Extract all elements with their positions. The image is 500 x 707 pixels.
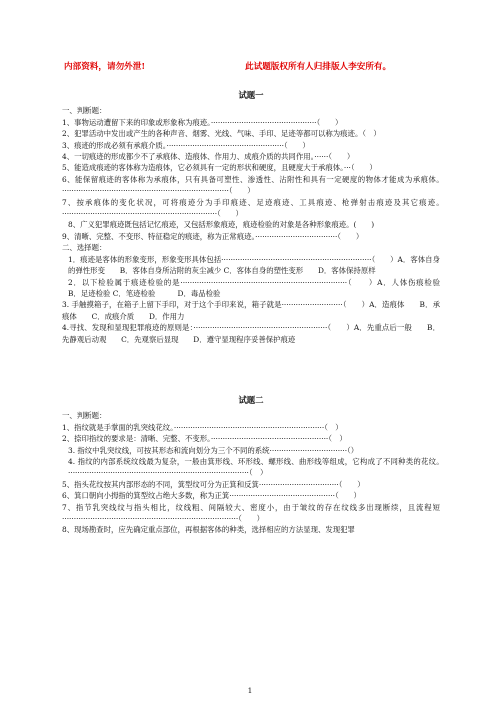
judge-question: 6、能保留痕迹的客体称为承痕体，只有具备可塑性、渗透性、沾附性和具有一定硬度的物体才能成为承痕体。·······································································（ ） bbox=[62, 174, 440, 196]
choice-question: 4.寻找、发现和显现犯罪痕迹的原则是：·························································（ ）A．先重点后一般 B．先静观后动观 C．先观察后显现 D．遵守显现程序妥善保护痕迹 bbox=[62, 323, 440, 344]
choice-question: 3. 手触摸箱子，在箱子上留下手印，对于这个手印来说，箱子就是··························（ ）A．造痕体 B．承痕体 C．成痕介质 D．作用力 bbox=[62, 300, 440, 321]
choice-question: 2．以下检验属于痕迹检验的是·······································································（ ）A．人体伤痕检验 B．足迹检验 C．笔迹检验 D．毒品检验 bbox=[68, 277, 463, 298]
judge-question: 5、指头花纹按其内部形态的不同，箕型纹可分为正箕和反箕··································（ ） bbox=[62, 479, 365, 489]
judge-question: 7、按承痕体的变化状况，可将痕迹分为手印痕迹、足迹痕迹、工具痕迹、枪弹射击痕迹及其它痕迹。··································································（ ） bbox=[62, 197, 440, 219]
page-number: 1 bbox=[247, 686, 253, 695]
internal-notice-text: 内部资料，请勿外泄! bbox=[64, 62, 146, 72]
judge-question: 7、指节乳突线纹与指头相比，纹线粗、间隔较大、密度小，由于皱纹的存在纹线多出现断续，且流程短···········································································（ ） bbox=[62, 502, 440, 523]
judge-question: 3. 指纹中乳突纹线，可按其形态和流向划分为三个不同的系统·································（） bbox=[68, 445, 359, 455]
judge-question: 8、现场勘查时，应先确定重点部位，再根据客体的种类，选择相应的方法显现、发现犯罪 bbox=[62, 525, 355, 535]
exam-content bbox=[62, 84, 463, 536]
paper-one-choice-heading: 二、选择题： bbox=[62, 243, 107, 253]
judge-question: 1、指纹就是手掌面的乳突线花纹。································································（ ） bbox=[62, 422, 343, 432]
judge-question: 5、能造成痕迹的客体称为造痕体，它必须具有一定的形状和硬度，且硬度大于承痕体。···（ ） bbox=[62, 163, 377, 173]
judge-question: 2、犯罪活动中发出或产生的各种声音、烟雾、光线、气味、手印、足迹等都可以称为痕迹。（ ） bbox=[62, 129, 381, 139]
judge-question: 4. 指纹的内部系统纹线最为复杂，一般由箕形线、环形线、螺形线、曲形线等组成，它构成了不同种类的花纹。·············································································（ ） bbox=[68, 456, 440, 478]
judge-question: 3、痕迹的形成必须有承痕介质。··················································（ ） bbox=[62, 140, 310, 150]
paper-two-judge-heading: 一、判断题： bbox=[62, 411, 107, 421]
judge-question: 1、事物运动遭留下来的印象或形象称为痕迹。·············································（ ） bbox=[62, 117, 343, 127]
confidentiality-notice bbox=[64, 60, 440, 74]
judge-question: 9、清晰、完整、不变形、特征稳定的痕迹，称为正常痕迹。···································（ ） bbox=[62, 231, 364, 241]
copyright-notice-text: 此试题版权所有人归排版人李安所有。 bbox=[245, 62, 392, 72]
paper-two-title: 试题二 bbox=[238, 394, 264, 405]
judge-question: 6、箕口朝向小拇指的箕型纹占绝大多数，称为正箕·············································（ ） bbox=[62, 491, 361, 501]
section-spacer bbox=[62, 345, 440, 389]
choice-question: 1．痕迹是客体的形象变形，形象变形具体包括································································（ ）A．客体自身的弹性形变 B．客体自身所沾附的灰尘减少 C．客体自身的塑性变形 D．客体保持原样 bbox=[68, 254, 440, 276]
judge-question: 4、一切痕迹的形成都少不了承痕体、造痕体、作用力、成痕介质的共同作用。······（ ） bbox=[62, 152, 355, 162]
paper-one-judge-heading: 一、判断题： bbox=[62, 106, 107, 116]
paper-one-title: 试题一 bbox=[238, 90, 264, 100]
judge-question: 2、捺印指纹的要求是：清晰、完整、不变形。··················································（ ） bbox=[62, 434, 347, 444]
judge-question: 8、广义犯罪痕迹既包括记忆痕迹，又包括形象痕迹，痕迹检验的对象是各种形象痕迹。( ) bbox=[68, 220, 375, 230]
